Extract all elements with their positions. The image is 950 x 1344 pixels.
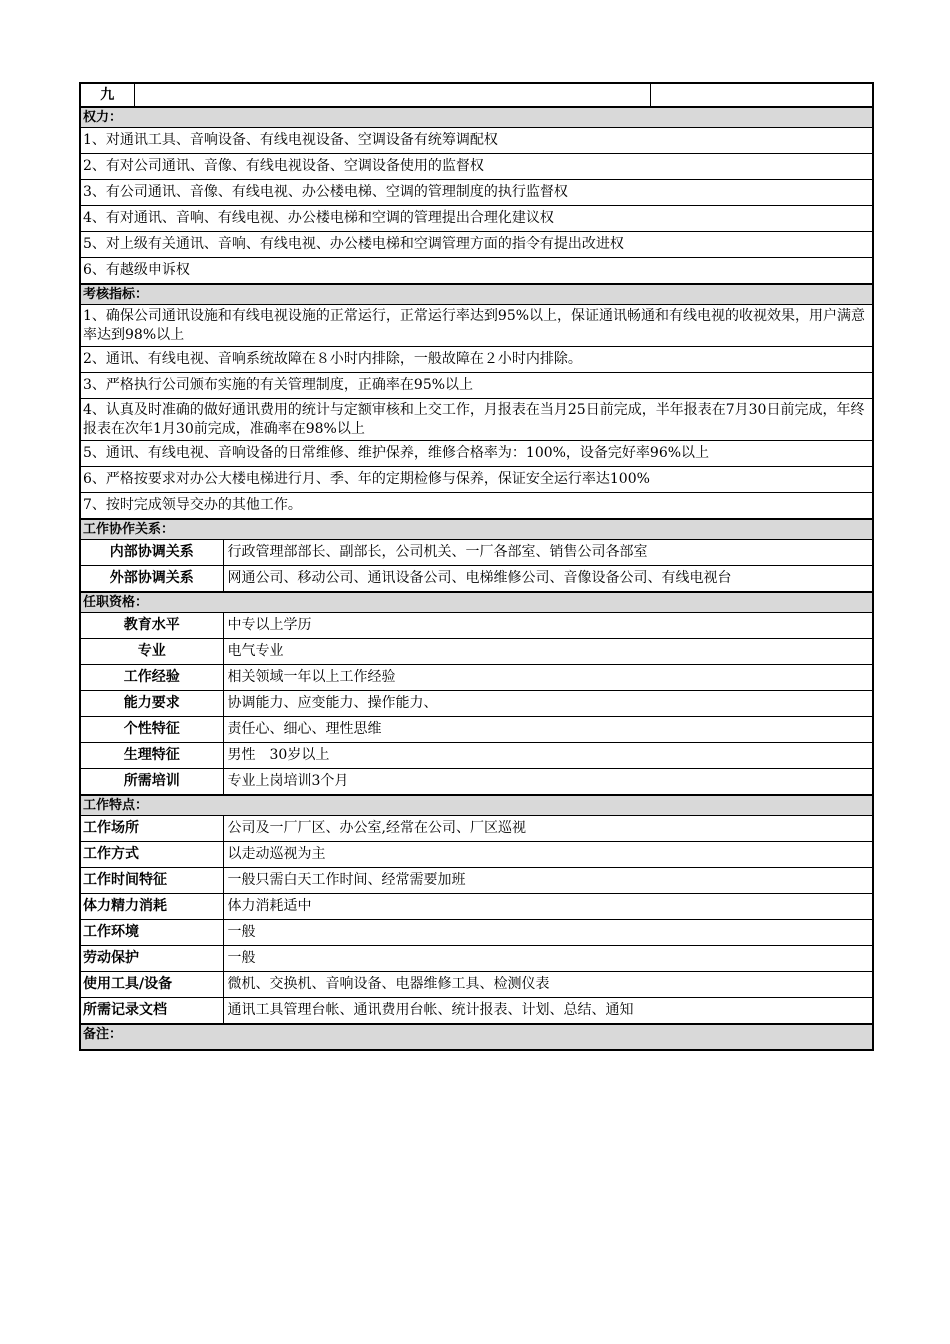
qualification-row <box>80 743 873 769</box>
features-value: 一般只需白天工作时间、经常需要加班 <box>223 868 873 894</box>
qualification-value: 电气专业 <box>223 639 873 665</box>
top-row-cell-2 <box>134 83 650 107</box>
qualification-label: 教育水平 <box>80 613 223 639</box>
features-value: 一般 <box>223 946 873 972</box>
authority-item-3: 3、有公司通讯、音像、有线电视、办公楼电梯、空调的管理制度的执行监督权 <box>80 180 873 206</box>
features-label: 所需记录文档 <box>80 998 223 1025</box>
features-label: 劳动保护 <box>80 946 223 972</box>
authority-item-6: 6、有越级申诉权 <box>80 258 873 285</box>
remarks-row <box>80 1024 873 1050</box>
authority-item <box>80 232 873 258</box>
qualification-label: 工作经验 <box>80 665 223 691</box>
assessment-heading-row <box>80 284 873 305</box>
qualification-label: 个性特征 <box>80 717 223 743</box>
assessment-item-7: 7、按时完成领导交办的其他工作。 <box>80 493 873 520</box>
assessment-item <box>80 305 873 347</box>
authority-item <box>80 128 873 154</box>
authority-item-2: 2、有对公司通讯、音像、有线电视设备、空调设备使用的监督权 <box>80 154 873 180</box>
cooperation-label: 内部协调关系 <box>80 540 223 566</box>
qualification-label: 能力要求 <box>80 691 223 717</box>
features-row <box>80 920 873 946</box>
features-value: 通讯工具管理台帐、通讯费用台帐、统计报表、计划、总结、通知 <box>223 998 873 1025</box>
assessment-item <box>80 441 873 467</box>
authority-item <box>80 258 873 285</box>
qualification-label: 所需培训 <box>80 769 223 796</box>
cooperation-label: 外部协调关系 <box>80 566 223 593</box>
features-label: 工作场所 <box>80 816 223 842</box>
features-label: 工作时间特征 <box>80 868 223 894</box>
assessment-item-3: 3、严格执行公司颁布实施的有关管理制度，正确率在95%以上 <box>80 373 873 399</box>
cooperation-value: 行政管理部部长、副部长，公司机关、一厂各部室、销售公司各部室 <box>223 540 873 566</box>
top-row-number: 九 <box>80 83 134 107</box>
assessment-item-1: 1、确保公司通讯设施和有线电视设施的正常运行，正常运行率达到95%以上，保证通讯畅通和有线电视的收视效果，用户满意率达到98%以上 <box>80 305 873 347</box>
assessment-item <box>80 467 873 493</box>
assessment-item <box>80 399 873 441</box>
assessment-item-6: 6、严格按要求对办公大楼电梯进行月、季、年的定期检修与保养，保证安全运行率达100% <box>80 467 873 493</box>
authority-item <box>80 206 873 232</box>
features-value: 公司及一厂厂区、办公室,经常在公司、厂区巡视 <box>223 816 873 842</box>
features-label: 工作方式 <box>80 842 223 868</box>
features-label: 体力精力消耗 <box>80 894 223 920</box>
features-row <box>80 842 873 868</box>
assessment-item <box>80 493 873 520</box>
qualification-row <box>80 613 873 639</box>
features-value: 体力消耗适中 <box>223 894 873 920</box>
features-row <box>80 998 873 1025</box>
features-row <box>80 972 873 998</box>
top-row-cell-3 <box>650 83 873 107</box>
features-label: 工作环境 <box>80 920 223 946</box>
qualification-row <box>80 639 873 665</box>
job-description-sheet <box>79 82 872 1051</box>
remarks-heading: 备注： <box>80 1024 873 1050</box>
assessment-item <box>80 347 873 373</box>
assessment-heading: 考核指标： <box>80 284 873 305</box>
features-value: 以走动巡视为主 <box>223 842 873 868</box>
cooperation-value: 网通公司、移动公司、通讯设备公司、电梯维修公司、音像设备公司、有线电视台 <box>223 566 873 593</box>
features-row <box>80 868 873 894</box>
assessment-item-5: 5、通讯、有线电视、音响设备的日常维修、维护保养，维修合格率为：100%，设备完好率96%以上 <box>80 441 873 467</box>
assessment-item <box>80 373 873 399</box>
qualification-heading-row <box>80 592 873 613</box>
authority-item-1: 1、对通讯工具、音响设备、有线电视设备、空调设备有统筹调配权 <box>80 128 873 154</box>
authority-item-5: 5、对上级有关通讯、音响、有线电视、办公楼电梯和空调管理方面的指令有提出改进权 <box>80 232 873 258</box>
qualification-value: 中专以上学历 <box>223 613 873 639</box>
qualification-value: 相关领域一年以上工作经验 <box>223 665 873 691</box>
qualification-value: 专业上岗培训3个月 <box>223 769 873 796</box>
qualification-row <box>80 769 873 796</box>
features-value: 一般 <box>223 920 873 946</box>
features-row <box>80 816 873 842</box>
cooperation-row <box>80 566 873 593</box>
qualification-value: 协调能力、应变能力、操作能力、 <box>223 691 873 717</box>
authority-heading: 权力： <box>80 107 873 128</box>
features-label: 使用工具/设备 <box>80 972 223 998</box>
authority-item <box>80 180 873 206</box>
cooperation-heading: 工作协作关系： <box>80 519 873 540</box>
features-row <box>80 894 873 920</box>
authority-heading-row <box>80 107 873 128</box>
qualification-row <box>80 691 873 717</box>
assessment-item-4: 4、认真及时准确的做好通讯费用的统计与定额审核和上交工作，月报表在当月25日前完成，半年报表在7月30日前完成，年终报表在次年1月30前完成，准确率在98%以上 <box>80 399 873 441</box>
qualification-row <box>80 717 873 743</box>
qualification-heading: 任职资格： <box>80 592 873 613</box>
assessment-item-2: 2、通讯、有线电视、音响系统故障在８小时内排除，一般故障在２小时内排除。 <box>80 347 873 373</box>
qualification-value: 男性 30岁以上 <box>223 743 873 769</box>
qualification-row <box>80 665 873 691</box>
features-heading: 工作特点： <box>80 795 873 816</box>
cooperation-row <box>80 540 873 566</box>
features-row <box>80 946 873 972</box>
qualification-label: 专业 <box>80 639 223 665</box>
features-heading-row <box>80 795 873 816</box>
top-row <box>80 83 873 107</box>
cooperation-heading-row <box>80 519 873 540</box>
authority-item <box>80 154 873 180</box>
features-value: 微机、交换机、音响设备、电器维修工具、检测仪表 <box>223 972 873 998</box>
qualification-label: 生理特征 <box>80 743 223 769</box>
authority-item-4: 4、有对通讯、音响、有线电视、办公楼电梯和空调的管理提出合理化建议权 <box>80 206 873 232</box>
job-description-table <box>79 82 874 1051</box>
qualification-value: 责任心、细心、理性思维 <box>223 717 873 743</box>
